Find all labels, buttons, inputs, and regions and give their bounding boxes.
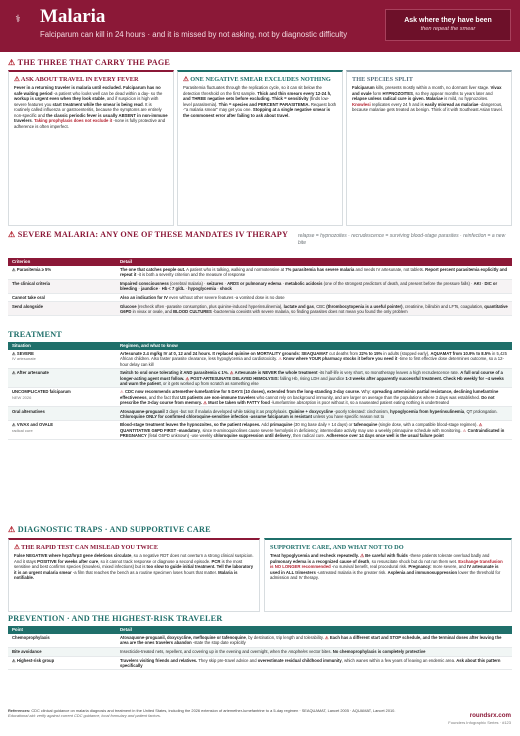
ask-callout-title: Ask where they have been xyxy=(404,17,492,24)
row-detail: Impaired consciousness (cerebral malaria) · seizures · ARDS or pulmonary edema · metabolic acidosis (one of the strongest predictors of death, and present before the pressure falls) · AKI · DIC or bleeding · jaundice · Hb < 7 g/dL · hypoglycemia · shock xyxy=(116,279,512,293)
row-detail: Blood-stage treatment leaves the hypnozoites, so the patient relapses. Add primaquine (30 mg base daily × 14 days) or tafenoquine (single dose, with a compatible blood-stage regimen). ⚠ QUANTITATIVE G6PD FIRST -mandatory, since 8-aminoquinolines cause severe hemolysis in deficiency; intermediate activity may use a weekly primaquine schedule with monitoring. ⚠ Contraindicated in PREGNANCY (fetal G6PD unknown) -use weekly chloroquine suppression until delivery, then radical cure. Adherence over 14 days once well is the usual failure point xyxy=(116,421,512,440)
table-row xyxy=(8,293,512,302)
card-title-text: ONE NEGATIVE SMEAR EXCLUDES NOTHING xyxy=(190,76,331,83)
row-label-text: Oral alternatives xyxy=(12,408,45,414)
relapse-legend: relapse = hypnozoites · recrudescence = surviving blood-stage parasites · reinfection = a new bite xyxy=(298,233,506,246)
warning-icon: ⚠ xyxy=(14,544,20,551)
row-label-text: ⚠ Highest-risk group xyxy=(12,657,55,663)
table-row xyxy=(8,369,512,388)
table-row xyxy=(8,279,512,293)
table-row xyxy=(8,350,512,369)
card-body: Fever in a returning traveler is malaria until excluded. Falciparum has no safe waiting period -a patient who looks well can be dead within a day- so the workup is urgent even when they look stable, and if suspicion is high with severe features you start treatment while the smear is being read. It is routinely called influenza or gastroenteritis, because the symptoms are entirely non-specific and the classic periodic fever is usually ABSENT in non-immune travelers. Taking prophylaxis does not exclude it -none is fully protective and adherence is often imperfect. xyxy=(14,85,168,129)
row-note: IV artesunate xyxy=(12,356,36,362)
card-title-text: THE RAPID TEST CAN MISLEAD YOU TWICE xyxy=(21,544,159,551)
card-ask-travel xyxy=(8,70,174,226)
row-label-text: Send alongside xyxy=(12,303,43,309)
column-header: Point xyxy=(8,626,116,634)
row-label xyxy=(8,302,116,316)
severe-table-body xyxy=(8,266,512,316)
brand-block xyxy=(448,712,511,725)
row-label xyxy=(8,656,116,670)
row-note: NEW 2026 xyxy=(12,394,32,400)
section-heading-text: DIAGNOSTIC TRAPS · AND SUPPORTIVE CARE xyxy=(17,525,211,534)
table-row xyxy=(8,421,512,440)
card-title: THE SPECIES SPLIT xyxy=(352,76,413,83)
page-title: Malaria xyxy=(40,6,106,27)
references xyxy=(8,708,418,718)
ask-callout xyxy=(385,9,511,41)
prevention-table-body xyxy=(8,634,512,670)
row-detail: Atovaquone-proguanil, doxycycline, mefloquine or tafenoquine, by destination, trip length and tolerability. ⚠ Each has a different start and STOP schedule, and the terminal doses after leaving the area are the ones travelers abandon -state the stop date explicitly xyxy=(116,634,512,647)
row-label xyxy=(8,279,116,293)
column-header: Criterion xyxy=(8,258,116,266)
row-note: radical cure xyxy=(12,427,33,433)
row-label xyxy=(8,634,116,647)
row-label xyxy=(8,293,116,302)
column-header: Detail xyxy=(116,258,512,266)
table-row xyxy=(8,647,512,656)
row-label xyxy=(8,350,116,369)
section-heading-treatment: TREATMENT xyxy=(8,330,62,339)
page-header xyxy=(0,0,520,52)
row-label-text: The clinical criteria xyxy=(12,281,50,287)
treatment-table-body xyxy=(8,350,512,440)
row-label-text: UNCOMPLICATED falciparum xyxy=(12,389,71,395)
card-rapid-test xyxy=(8,538,260,612)
card-title: SUPPORTIVE CARE, AND WHAT NOT TO DO xyxy=(270,544,404,551)
row-label-text: ⚠ Parasitemia ≥ 5% xyxy=(12,267,52,273)
column-header: Regimen, and what to know xyxy=(116,342,512,350)
prevention-table xyxy=(8,626,512,670)
table-row xyxy=(8,634,512,647)
row-label-text: ⚠ VIVAX and OVALE xyxy=(12,422,54,428)
row-label xyxy=(8,388,116,407)
section-heading-text: SEVERE MALARIA: ANY ONE OF THESE MANDATES IV THERAPY xyxy=(17,230,289,239)
row-detail: Insecticide-treated nets, repellent, and covering up in the evening and overnight, when the Anopheles vector bites. No chemoprophylaxis is completely protective xyxy=(116,647,512,656)
row-detail: The one that catches people out. A patient who is talking, walking and normotensive at 7% parasitemia has severe malaria and needs IV artesunate, not tablets. Report percent parasitemia explicitly and repeat it -it is both a severity criterion and the measure of response xyxy=(116,266,512,279)
row-detail: Glucose (recheck often -parasite consumption, plus quinine-induced hyperinsulinemia), lactate and gas, CBC (thrombocytopenia is a useful pointer), creatinine, bilirubin and LFTs, coagulation, quantitative G6PD in vivax or ovale, and BLOOD CULTURES -bacteremia coexists with severe malaria, so finding parasites does not mean you found the only problem xyxy=(116,302,512,316)
warning-icon: ⚠ xyxy=(8,230,16,239)
card-supportive-care xyxy=(264,538,512,612)
row-detail: Artesunate 2.4 mg/kg IV at 0, 12 and 24 hours. It replaced quinine on MORTALITY grounds: SEAQUAMAT cut deaths from 22% to 15% in adults (stopped early), AQUAMAT from 10.9% to 8.5% in 5,425 African children. Also faster parasite clearance, less hypoglycemia and cardiotoxicity. ⚠ Know where YOUR pharmacy stocks it before you need it -time to first effective dose determines outcome, so a 12-hour delay can kill xyxy=(116,350,512,369)
ask-callout-subtitle: then repeat the smear xyxy=(420,26,476,33)
table-row xyxy=(8,266,512,279)
section-heading-three xyxy=(8,58,170,69)
card-title xyxy=(14,544,254,551)
warning-icon: ⚠ xyxy=(14,76,20,83)
caduceus-icon: ⚕ xyxy=(15,14,21,25)
row-label xyxy=(8,647,116,656)
row-label xyxy=(8,369,116,388)
table-row xyxy=(8,302,512,316)
column-header: Situation xyxy=(8,342,116,350)
section-heading-prevention: PREVENTION · AND THE HIGHEST-RISK TRAVELER xyxy=(8,614,223,623)
row-label-text: Bite avoidance xyxy=(12,649,42,655)
disclaimer: Educational aid: verify against current CDC guidance, local formulary and patient factors. xyxy=(8,713,161,718)
section-heading-severe xyxy=(8,230,290,240)
row-label xyxy=(8,266,116,279)
series-label: Founders Infographic Series · #123 xyxy=(448,720,511,726)
table-row xyxy=(8,407,512,421)
row-label xyxy=(8,421,116,440)
card-title xyxy=(183,76,337,83)
row-label-text: ⚠ SEVERE xyxy=(12,351,34,357)
warning-icon: ⚠ xyxy=(183,76,189,83)
treatment-table xyxy=(8,342,512,440)
section-heading-diagnostic xyxy=(8,525,211,536)
card-body: False NEGATIVE where hrp2/hrp3 gene deletions circulate, so a negative RDT does not overturn a strong clinical suspicion. And it stays POSITIVE for weeks after cure, so it cannot track response or diagnose a second episode. PCR is the most sensitive and best confirms species (knowlesi, mixed infections) but is too slow to guide initial treatment. Tell the laboratory it is an urgent malaria smear -a film that reaches the bench as a routine specimen loses hours that matter. Malaria is notifiable. xyxy=(14,553,254,581)
row-label xyxy=(8,407,116,421)
card-title-text: ASK ABOUT TRAVEL IN EVERY FEVER xyxy=(20,76,139,83)
table-row xyxy=(8,656,512,670)
card-body: Falciparum kills, presents mostly within a month, no dormant liver stage. Vivax and ovale form HYPNOZOITES, so they appear months to years later and relapse unless radical cure is given. Malariae is mild, no hypnozoites. Knowlesi replicates every 24 h and is easily misread as malariae -dangerous, because malariae gets treated as benign. Think of it with Southeast Asian travel. xyxy=(352,85,503,113)
row-label-text: Chemoprophylaxis xyxy=(12,635,50,641)
warning-icon: ⚠ xyxy=(8,525,16,534)
card-title xyxy=(14,76,168,83)
site-link[interactable]: roundsrx.com xyxy=(469,712,511,719)
row-detail: ⚠ CDC now recommends artemether-lumefantrine for 5 DAYS (10 doses), extended from the long-standing 3-day course. Why: spreading artemisinin partial resistance, declining lumefantrine effectiveness, and the fact that US patients are non-immune travelers who cannot rely on background immunity, and are larger on average than the populations where 3 days was established. Do not prescribe the 3-day course from memory. ⚠ Must be taken with FATTY food -lumefantrine absorption is poor without it, so a nauseated patient eating nothing is undertreated xyxy=(116,388,512,407)
card-negative-smear xyxy=(177,70,343,226)
row-detail: Switch to oral once tolerating it AND parasitemia ≤ 1%. ⚠ Artesunate is NEVER the whole treatment -its half-life is very short, so monotherapy leaves a high recrudescence rate. A full oral course of a longer-acting agent must follow. ⚠ POST-ARTESUNATE DELAYED HEMOLYSIS: falling Hb, rising LDH and jaundice 1-3 weeks after apparently successful treatment. Check Hb weekly for ~4 weeks and warn the patient, or it gets worked up from scratch as something else xyxy=(116,369,512,388)
card-body: Treat hypoglycemia and recheck repeatedly. ⚠ Be careful with fluids -these patients tolerate overload badly and pulmonary edema is a recognized cause of death, so resuscitate shock but do not run them wet. Exchange transfusion is NO LONGER recommended -no survival benefit, real procedural risk. Pregnancy: more severe, and IV artesunate is used in ALL trimesters -untreated malaria is the greater risk. Asplenia and immunosuppression lower the threshold for admission and IV therapy. xyxy=(270,553,503,581)
references-text: References: CDC clinical guidance on malaria diagnosis and treatment in the United States, including the 2026 extension of artemether-lumefantrine to a 5-day regimen · SEAQUAMAT, Lancet 2005 · AQUAMAT, Lancet 2010. xyxy=(8,708,396,713)
card-species-split xyxy=(346,70,512,226)
table-row xyxy=(8,388,512,407)
row-label-text: Cannot take oral xyxy=(12,294,45,300)
severe-criteria-table xyxy=(8,258,512,316)
row-detail: Also an indication for IV even without other severe features -a vomited dose is no dose xyxy=(116,293,512,302)
card-body: Parasitemia fluctuates through the replication cycle, so it can sit below the detection threshold on the first sample. Thick and thin smears every 12-24 h, and THREE negative sets before excluding. Thick = sensitivity (finds low-level parasitemia). Thin = species and PERCENT PARASITEMIA. Request both -"a malaria smear" may get you one. Stopping at a single negative smear is the commonest error after failing to ask about travel. xyxy=(183,85,337,118)
warning-icon: ⚠ xyxy=(8,58,16,67)
row-detail: Atovaquone-proguanil 3 days -but not if malaria developed while taking it as prophylaxis. Quinine + doxycycline -poorly tolerated: cinchonism, hypoglycemia from hyperinsulinemia, QT prolongation. Chloroquine ONLY for confirmed chloroquine-sensitive infection -assume falciparum is resistant unless you have specific reason not to xyxy=(116,407,512,421)
row-detail: Travelers visiting friends and relatives. They skip pre-travel advice and overestimate residual childhood immunity, which wanes within a few years of leaving an endemic area. Ask about this pattern specifically xyxy=(116,656,512,670)
column-header: Detail xyxy=(116,626,512,634)
row-label-text: ⚠ After artesunate xyxy=(12,370,49,376)
section-heading-text: THE THREE THAT CARRY THE PAGE xyxy=(17,58,171,67)
page-subtitle: Falciparum can kill in 24 hours · and it is missed by not asking, not by diagnostic difficulty xyxy=(40,30,348,39)
